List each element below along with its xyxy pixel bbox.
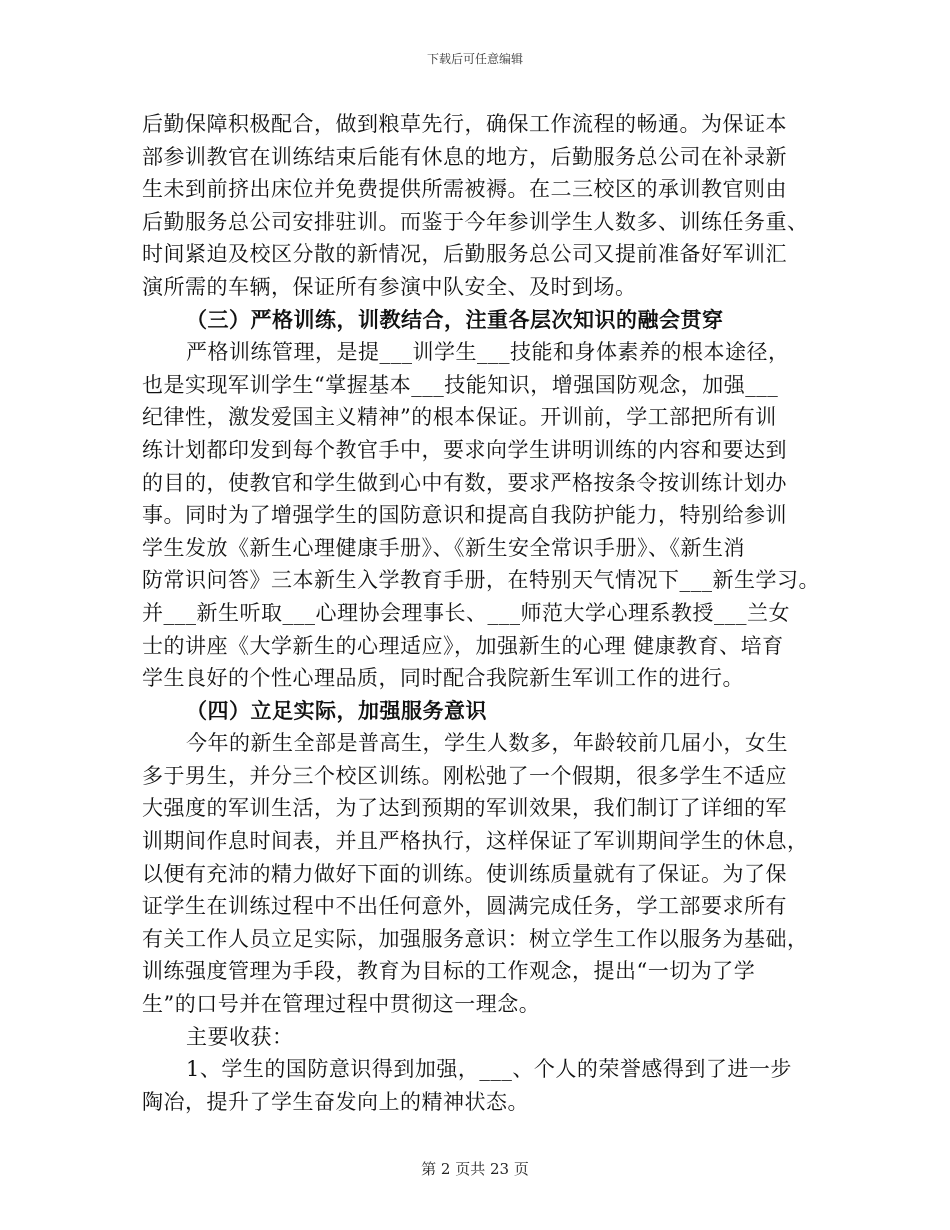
- page-footer: 第 2 页共 23 页: [421, 1160, 529, 1178]
- body-line: 演所需的车辆，保证所有参演中队安全、及时到场。: [142, 274, 637, 299]
- body-line: 有关工作人员立足实际，加强服务意识：树立学生工作以服务为基础，: [142, 926, 809, 951]
- body-line: 以便有充沛的精力做好下面的训练。使训练质量就有了保证。为了保: [142, 861, 787, 886]
- body-line: 时间紧迫及校区分散的新情况，后勤服务总公司又提前准备好军训汇: [142, 242, 787, 267]
- body-line: 训练强度管理为手段，教育为目标的工作观念，提出“一切为了学: [142, 959, 756, 984]
- body-line: 练计划都印发到每个教官手中，要求向学生讲明训练的内容和要达到: [142, 437, 787, 462]
- section-heading-4: （四）立足实际，加强服务意识: [186, 697, 487, 723]
- body-line: 生”的口号并在管理过程中贯彻这一理念。: [142, 992, 541, 1017]
- body-line: 学生发放《新生心理健康手册》、《新生安全常识手册》、《新生消: [142, 535, 745, 560]
- body-line: 的目的，使教官和学生做到心中有数，要求严格按条令按训练计划办: [142, 470, 787, 495]
- paragraph-start-line: 严格训练管理，是提___训学生___技能和身体素养的根本途径，: [186, 340, 790, 365]
- document-body: [142, 108, 820, 1118]
- body-line: 训期间作息时间表，并且严格执行，这样保证了军训期间学生的休息，: [142, 829, 809, 854]
- body-line: 学生良好的个性心理品质，同时配合我院新生军训工作的进行。: [142, 666, 744, 691]
- paragraph-start-line: 今年的新生全部是普高生，学生人数多，年龄较前几届小，女生: [186, 731, 788, 756]
- subheading-main-gains: 主要收获：: [186, 1024, 294, 1049]
- body-line: 并___新生听取___心理协会理事长、___师范大学心理系教授___兰女: [142, 600, 790, 625]
- body-line: 后勤保障积极配合，做到粮草先行，确保工作流程的畅通。为保证本: [142, 112, 787, 136]
- list-item-1: 1、学生的国防意识得到加强，___、个人的荣誉感得到了进一步: [186, 1057, 792, 1082]
- body-line: 也是实现军训学生“掌握基本___技能知识，增强国防观念，加强___: [142, 372, 779, 397]
- page-header: 下载后可任意编辑: [426, 52, 523, 66]
- body-line: 后勤服务总公司安排驻训。而鉴于今年参训学生人数多、训练任务重、: [142, 209, 809, 234]
- body-line: 纪律性，激发爱国主义精神”的根本保证。开训前，学工部把所有训: [142, 405, 777, 430]
- body-line: 大强度的军训生活，为了达到预期的军训效果，我们制订了详细的军: [142, 796, 787, 821]
- body-line: 陶冶，提升了学生奋发向上的精神状态。: [142, 1089, 529, 1114]
- body-line: 多于男生，并分三个校区训练。刚松弛了一个假期，很多学生不适应: [142, 763, 787, 788]
- body-line: 士的讲座《大学新生的心理适应》，加强新生的心理 健康教育、培育: [142, 633, 784, 658]
- body-line: 证学生在训练过程中不出任何意外，圆满完成任务，学工部要求所有: [142, 894, 787, 919]
- body-line: 生未到前挤出床位并免费提供所需被褥。在二三校区的承训教官则由: [142, 177, 787, 202]
- body-line: 部参训教官在训练结束后能有休息的地方，后勤服务总公司在补录新: [142, 144, 787, 169]
- section-heading-3: （三）严格训练，训教结合，注重各层次知识的融会贯穿: [186, 306, 724, 332]
- body-line: 事。同时为了增强学生的国防意识和提高自我防护能力，特别给参训: [142, 503, 787, 528]
- body-line: 防常识问答》三本新生入学教育手册，在特别天气情况下___新生学习。: [142, 568, 820, 593]
